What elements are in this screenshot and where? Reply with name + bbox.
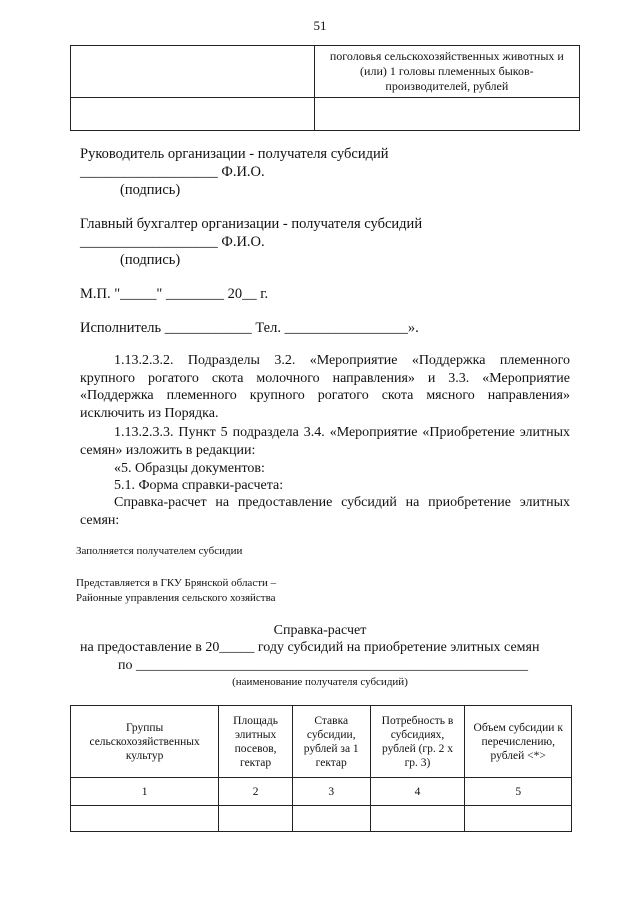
table-cell-empty — [465, 806, 572, 832]
column-header-amount: Объем субсидии к перечислению, рублей <*> — [465, 706, 572, 778]
head-title: Руководитель организации - получателя субсидий — [80, 146, 389, 162]
column-number: 1 — [71, 778, 219, 806]
table-cell-empty — [292, 806, 370, 832]
column-number: 2 — [219, 778, 293, 806]
paragraph-4: 5.1. Форма справки-расчета: — [114, 478, 284, 493]
paragraph-2: 1.13.2.3.3. Пункт 5 подраздела 3.4. «Мероприятие «Приобретение элитных семян» изложить в редакции: — [80, 425, 570, 458]
page-number: 51 — [313, 18, 327, 33]
column-number: 5 — [465, 778, 572, 806]
column-header-crop-groups: Группы сельскохозяйственных культур — [71, 706, 219, 778]
table-cell-empty — [71, 806, 219, 832]
column-header-rate: Ставка субсидии, рублей за 1 гектар — [292, 706, 370, 778]
accountant-signature-caption: (подпись) — [120, 252, 181, 268]
paragraph-1: 1.13.2.3.2. Подразделы 3.2. «Мероприятие «Поддержка племенного крупного рогатого скота молочного направления» и 3.3. «Мероприятие «Поддержка племенного крупного рогатого скота мясного направления» исключить из Порядка. — [80, 353, 570, 421]
note-submitted-to-1: Представляется в ГКУ Брянской области – — [76, 577, 277, 589]
top-table-header-right: поголовья сельскохозяйственных животных и (или) 1 головы племенных быков-производителей, рублей — [314, 46, 579, 98]
note-submitted-to-2: Районные управления сельского хозяйства — [76, 592, 276, 604]
top-table-cell-empty — [314, 98, 579, 131]
head-signature-line: ___________________ Ф.И.О. — [80, 164, 265, 180]
column-number: 3 — [292, 778, 370, 806]
table-cell-empty — [370, 806, 465, 832]
stamp-date-line: М.П. "_____" ________ 20__ г. — [80, 286, 269, 302]
paragraph-3: «5. Образцы документов: — [114, 461, 265, 476]
form-title: Справка-расчет — [273, 623, 367, 638]
executor-line: Исполнитель ____________ Тел. _________________». — [80, 320, 419, 336]
head-signature-caption: (подпись) — [120, 182, 181, 198]
accountant-title: Главный бухгалтер организации - получателя субсидий — [80, 216, 423, 232]
subsidy-calc-table — [70, 705, 572, 832]
form-subtitle: на предоставление в 20_____ году субсидий на приобретение элитных семян — [80, 640, 540, 655]
note-filled-by: Заполняется получателем субсидии — [76, 545, 243, 557]
form-recipient-caption: (наименование получателя субсидий) — [232, 676, 408, 688]
form-recipient-line: по ________________________________________________________ — [118, 658, 528, 673]
paragraph-5: Справка-расчет на предоставление субсидий на приобретение элитных семян: — [80, 495, 570, 528]
column-header-area: Площадь элитных посевов, гектар — [219, 706, 293, 778]
top-table-cell-empty — [71, 46, 315, 98]
accountant-signature-line: ___________________ Ф.И.О. — [80, 234, 265, 250]
column-number: 4 — [370, 778, 465, 806]
table-cell-empty — [219, 806, 293, 832]
top-table — [70, 45, 580, 131]
column-header-need: Потребность в субсидиях, рублей (гр. 2 х гр. 3) — [370, 706, 465, 778]
top-table-cell-empty — [71, 98, 315, 131]
